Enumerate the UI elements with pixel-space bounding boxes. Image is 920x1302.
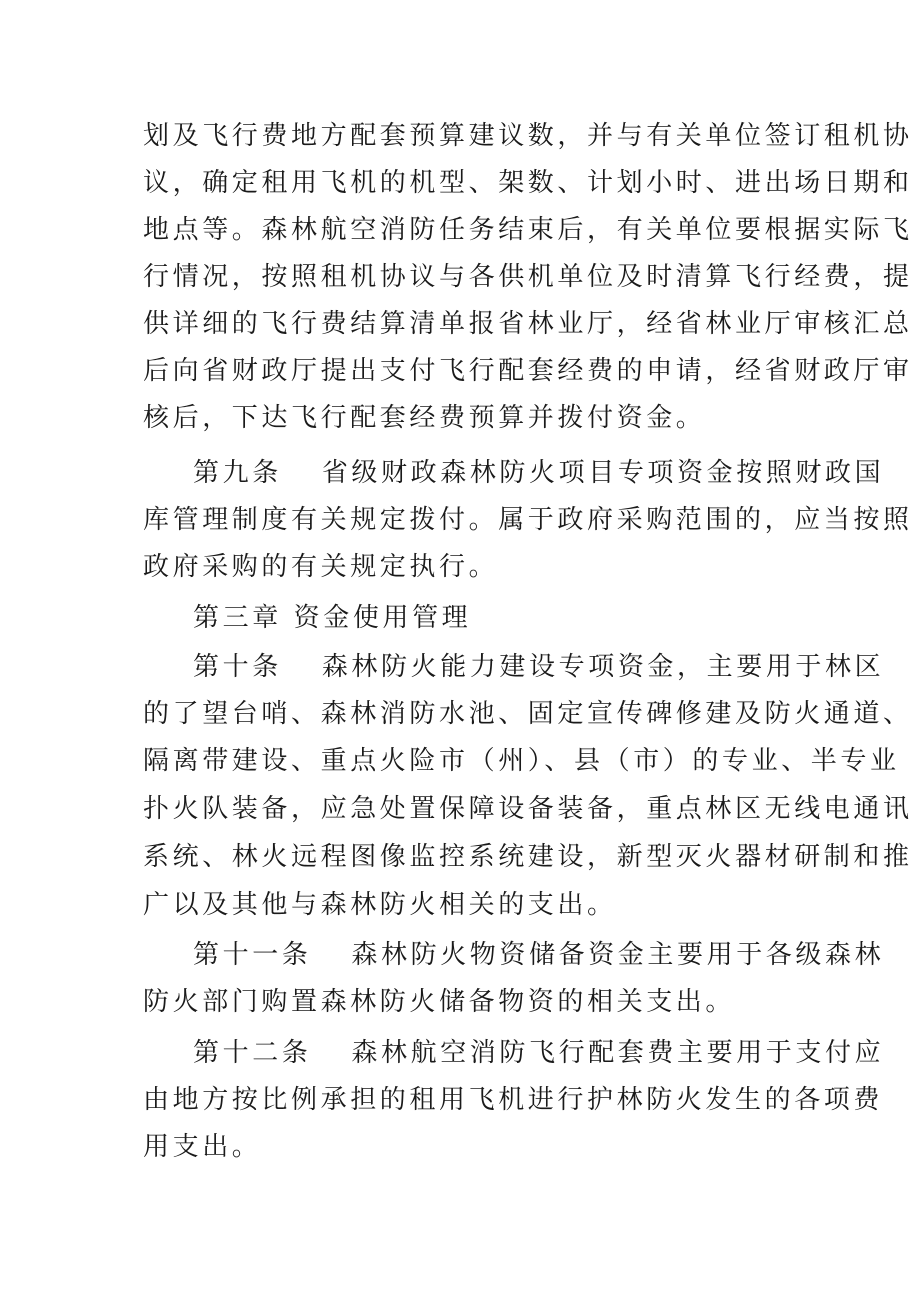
paragraph-line: 扑火队装备，应急处置保障设备装备，重点林区无线电通讯 [143,794,913,824]
paragraph-line: 用支出。 [143,1132,262,1162]
paragraph-line: 议，确定租用飞机的机型、架数、计划小时、进出场日期和 [143,168,913,198]
article-9-first-line [193,458,884,488]
article-text: 森林防火能力建设专项资金，主要用于林区 [321,652,885,682]
article-text: 森林航空消防飞行配套费主要用于支付应 [351,1038,885,1068]
article-text: 森林防火物资储备资金主要用于各级森林 [351,940,885,970]
article-label: 第九条 [193,458,282,488]
paragraph-line: 由地方按比例承担的租用飞机进行护林防火发生的各项费 [143,1085,884,1115]
article-12-first-line [193,1038,884,1068]
paragraph-line: 广以及其他与森林防火相关的支出。 [143,890,617,920]
article-label: 第十一条 [193,940,312,970]
paragraph-line: 供详细的飞行费结算清单报省林业厅，经省林业厅审核汇总 [143,309,913,339]
chapter-heading: 第三章 资金使用管理 [193,603,472,633]
article-label: 第十二条 [193,1038,312,1068]
paragraph-line: 行情况，按照租机协议与各供机单位及时清算飞行经费，提 [143,262,913,292]
paragraph-line: 隔离带建设、重点火险市（州）、县（市）的专业、半专业 [143,746,900,776]
article-label: 第十条 [193,652,282,682]
paragraph-line: 的了望台哨、森林消防水池、固定宣传碑修建及防火通道、 [143,699,913,729]
article-11-first-line [193,940,884,970]
paragraph-line: 后向省财政厅提出支付飞行配套经费的申请，经省财政厅审 [143,356,913,386]
article-text: 省级财政森林防火项目专项资金按照财政国 [321,458,885,488]
paragraph-line: 地点等。森林航空消防任务结束后，有关单位要根据实际飞 [143,215,913,245]
paragraph-line: 核后，下达飞行配套经费预算并拨付资金。 [143,403,706,433]
paragraph-line: 政府采购的有关规定执行。 [143,552,499,582]
paragraph-line: 防火部门购置森林防火储备物资的相关支出。 [143,987,736,1017]
article-10-first-line [193,652,884,682]
paragraph-line: 库管理制度有关规定拨付。属于政府采购范围的，应当按照 [143,505,913,535]
paragraph-line: 划及飞行费地方配套预算建议数，并与有关单位签订租机协 [143,121,913,151]
paragraph-line: 系统、林火远程图像监控系统建设，新型灭火器材研制和推 [143,842,913,872]
